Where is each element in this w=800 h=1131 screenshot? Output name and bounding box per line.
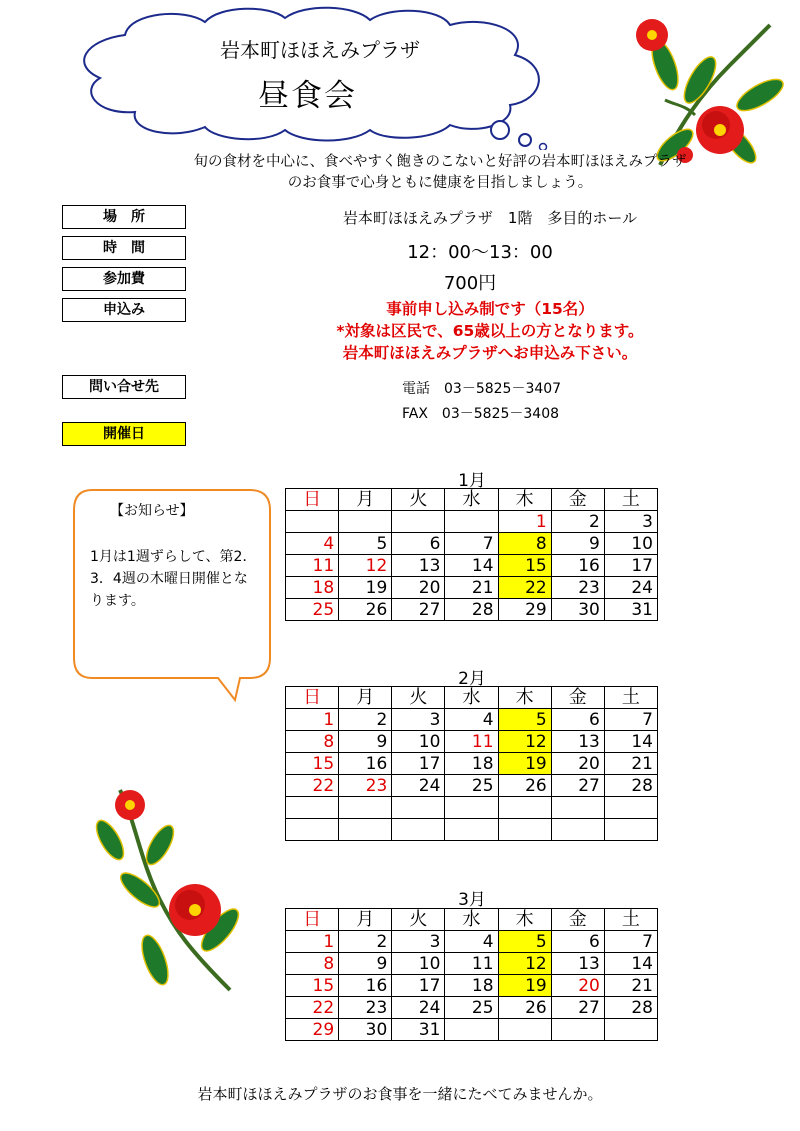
calendar-day-cell: 17 (604, 555, 657, 577)
calendar-day-cell: 12 (498, 953, 551, 975)
calendar-day-cell: 20 (551, 753, 604, 775)
calendar-day-cell: 30 (339, 1019, 392, 1041)
calendar-week-row (286, 709, 658, 731)
calendar-day-cell: 9 (339, 953, 392, 975)
calendar-day-cell (445, 511, 498, 533)
calendar-day-cell: 15 (286, 753, 339, 775)
calendar-day-cell: 10 (392, 731, 445, 753)
apply-line-3: 岩本町ほほえみプラザへお申込み下さい。 (342, 344, 638, 362)
venue-title: 岩本町ほほえみプラザ (220, 38, 420, 62)
calendar-day-cell: 23 (551, 577, 604, 599)
calendar-day-cell: 13 (551, 731, 604, 753)
calendar-day-cell: 24 (604, 577, 657, 599)
time-value: 12：00～13：00 (407, 242, 553, 263)
calendar-day-cell: 23 (339, 997, 392, 1019)
weekday-header: 日 (286, 687, 339, 709)
calendar-day-cell: 8 (286, 731, 339, 753)
calendar-day-cell: 12 (498, 731, 551, 753)
calendar-day-cell: 21 (604, 975, 657, 997)
weekday-header-row (286, 909, 658, 931)
calendar-day-cell: 11 (286, 555, 339, 577)
calendar-day-cell (286, 797, 339, 819)
calendar-day-cell (286, 819, 339, 841)
calendar-week-row (286, 753, 658, 775)
calendar-week-row (286, 599, 658, 621)
calendar-day-cell: 13 (392, 555, 445, 577)
fee-value: 700円 (443, 273, 497, 294)
calendar-week-row (286, 1019, 658, 1041)
weekday-header: 火 (392, 909, 445, 931)
calendar-day-cell: 28 (604, 775, 657, 797)
calendar-day-cell: 4 (286, 533, 339, 555)
calendar-day-cell: 26 (498, 775, 551, 797)
weekday-header: 金 (551, 687, 604, 709)
weekday-header: 木 (498, 909, 551, 931)
calendar-day-cell: 22 (286, 775, 339, 797)
calendar-day-cell: 17 (392, 975, 445, 997)
calendar-day-cell: 14 (445, 555, 498, 577)
weekday-header: 金 (551, 909, 604, 931)
calendar-day-cell: 12 (339, 555, 392, 577)
calendar-week-row (286, 731, 658, 753)
calendar-day-cell: 7 (445, 533, 498, 555)
place-label: 場 所 (62, 205, 186, 229)
calendar-day-cell: 26 (339, 599, 392, 621)
calendar-day-cell (445, 797, 498, 819)
calendar-title-feb: 2月 (458, 669, 486, 689)
calendar-week-row (286, 975, 658, 997)
calendar-day-cell (498, 1019, 551, 1041)
calendar-day-cell: 4 (445, 709, 498, 731)
weekday-header: 水 (445, 909, 498, 931)
calendar-day-cell: 18 (445, 975, 498, 997)
weekday-header: 月 (339, 687, 392, 709)
calendar-week-row (286, 511, 658, 533)
calendar-day-cell: 11 (445, 953, 498, 975)
calendar-day-cell: 11 (445, 731, 498, 753)
calendar-day-cell: 27 (392, 599, 445, 621)
calendar-day-cell: 6 (551, 931, 604, 953)
calendar-day-cell: 21 (445, 577, 498, 599)
notice-title: 【お知らせ】 (110, 503, 194, 519)
calendar-day-cell (339, 511, 392, 533)
calendar-day-cell (551, 819, 604, 841)
calendar-day-cell: 9 (551, 533, 604, 555)
calendar-feb (285, 686, 658, 841)
contact-label: 問い合せ先 (62, 375, 186, 399)
calendar-day-cell: 1 (286, 709, 339, 731)
footer-text: 岩本町ほほえみプラザのお食事を一緒にたべてみませんか。 (197, 1085, 603, 1103)
time-label: 時 間 (62, 236, 186, 260)
calendar-day-cell: 23 (339, 775, 392, 797)
weekday-header: 土 (604, 909, 657, 931)
calendar-day-cell: 31 (392, 1019, 445, 1041)
calendar-day-cell: 14 (604, 731, 657, 753)
calendar-week-row (286, 931, 658, 953)
contact-tel: 電話 03－5825－3407 (402, 381, 562, 397)
calendar-day-cell (498, 819, 551, 841)
fee-label: 参加費 (62, 267, 186, 291)
calendar-day-cell: 10 (604, 533, 657, 555)
calendar-day-cell: 24 (392, 997, 445, 1019)
apply-line-1: 事前申し込み制です（15名） (386, 300, 594, 318)
calendar-day-cell: 19 (498, 753, 551, 775)
contact-fax: FAX 03－5825－3408 (402, 406, 560, 422)
calendar-day-cell: 2 (551, 511, 604, 533)
calendar-day-cell: 15 (498, 555, 551, 577)
calendar-day-cell: 25 (286, 599, 339, 621)
calendar-week-row (286, 775, 658, 797)
weekday-header: 日 (286, 909, 339, 931)
calendar-day-cell: 6 (551, 709, 604, 731)
calendar-day-cell: 22 (498, 577, 551, 599)
calendar-day-cell (551, 1019, 604, 1041)
calendar-week-row (286, 555, 658, 577)
calendar-day-cell: 14 (604, 953, 657, 975)
calendar-day-cell: 28 (604, 997, 657, 1019)
calendar-day-cell: 3 (604, 511, 657, 533)
calendar-day-cell: 21 (604, 753, 657, 775)
calendar-day-cell: 25 (445, 997, 498, 1019)
calendar-day-cell: 26 (498, 997, 551, 1019)
calendar-day-cell: 9 (339, 731, 392, 753)
calendar-day-cell: 20 (551, 975, 604, 997)
calendar-day-cell: 6 (392, 533, 445, 555)
calendar-day-cell (392, 819, 445, 841)
weekday-header: 月 (339, 489, 392, 511)
calendar-week-row (286, 997, 658, 1019)
calendar-day-cell: 24 (392, 775, 445, 797)
calendar-mar (285, 908, 658, 1041)
calendar-day-cell (445, 819, 498, 841)
calendar-day-cell: 3 (392, 709, 445, 731)
calendar-day-cell: 5 (498, 931, 551, 953)
calendar-day-cell: 31 (604, 599, 657, 621)
calendar-day-cell: 19 (339, 577, 392, 599)
calendar-day-cell: 27 (551, 997, 604, 1019)
calendar-day-cell: 16 (339, 975, 392, 997)
calendar-day-cell: 25 (445, 775, 498, 797)
calendar-day-cell (339, 819, 392, 841)
place-value: 岩本町ほほえみプラザ 1階 多目的ホール (342, 209, 638, 227)
calendar-jan (285, 488, 658, 621)
apply-line-2: *対象は区民で、65歳以上の方となります。 (336, 322, 644, 340)
calendar-day-cell (498, 797, 551, 819)
calendar-title-mar: 3月 (458, 890, 486, 910)
calendar-day-cell: 20 (392, 577, 445, 599)
calendar-day-cell: 16 (339, 753, 392, 775)
weekday-header: 土 (604, 687, 657, 709)
weekday-header: 土 (604, 489, 657, 511)
calendar-day-cell: 28 (445, 599, 498, 621)
calendar-week-row (286, 577, 658, 599)
calendar-day-cell: 8 (498, 533, 551, 555)
intro-line-1: 旬の食材を中心に、食べやすく飽きのこないと好評の岩本町ほほえみプラザ (193, 154, 687, 170)
camellia-flower-icon (80, 780, 250, 1010)
calendar-day-cell: 17 (392, 753, 445, 775)
calendar-day-cell: 4 (445, 931, 498, 953)
calendar-day-cell: 1 (286, 931, 339, 953)
calendar-day-cell: 8 (286, 953, 339, 975)
calendar-day-cell: 22 (286, 997, 339, 1019)
calendar-day-cell (339, 797, 392, 819)
weekday-header: 火 (392, 687, 445, 709)
calendar-day-cell: 2 (339, 709, 392, 731)
camellia-flower-icon (620, 5, 790, 175)
weekday-header-row (286, 687, 658, 709)
calendar-day-cell: 18 (286, 577, 339, 599)
calendar-day-cell (604, 1019, 657, 1041)
calendar-day-cell (604, 819, 657, 841)
calendar-day-cell (551, 797, 604, 819)
calendar-day-cell: 5 (498, 709, 551, 731)
calendar-day-cell: 3 (392, 931, 445, 953)
weekday-header: 月 (339, 909, 392, 931)
calendar-day-cell (445, 1019, 498, 1041)
calendar-day-cell: 30 (551, 599, 604, 621)
calendar-week-row (286, 797, 658, 819)
weekday-header-row (286, 489, 658, 511)
calendar-day-cell (392, 511, 445, 533)
calendar-day-cell: 15 (286, 975, 339, 997)
weekday-header: 金 (551, 489, 604, 511)
calendar-day-cell (286, 511, 339, 533)
weekday-header: 木 (498, 489, 551, 511)
calendar-title-jan: 1月 (458, 471, 486, 491)
apply-label: 申込み (62, 298, 186, 322)
calendar-day-cell: 27 (551, 775, 604, 797)
weekday-header: 木 (498, 687, 551, 709)
calendar-week-row (286, 533, 658, 555)
calendar-day-cell: 7 (604, 709, 657, 731)
event-title: 昼食会 (258, 78, 357, 114)
calendar-day-cell: 7 (604, 931, 657, 953)
calendar-day-cell: 16 (551, 555, 604, 577)
calendar-week-row (286, 953, 658, 975)
intro-text (0, 152, 800, 194)
calendar-day-cell (604, 797, 657, 819)
calendar-day-cell: 5 (339, 533, 392, 555)
dates-label: 開催日 (62, 422, 186, 446)
weekday-header: 火 (392, 489, 445, 511)
calendar-day-cell: 1 (498, 511, 551, 533)
calendar-day-cell (392, 797, 445, 819)
intro-line-2: のお食事で心身ともに健康を目指しましょう。 (287, 175, 593, 191)
notice-body: 1月は1週ずらして、第2．3．4週の木曜日開催となります。 (90, 549, 257, 609)
weekday-header: 水 (445, 489, 498, 511)
weekday-header: 日 (286, 489, 339, 511)
calendar-day-cell: 18 (445, 753, 498, 775)
calendar-day-cell: 2 (339, 931, 392, 953)
calendar-day-cell: 29 (286, 1019, 339, 1041)
calendar-day-cell: 29 (498, 599, 551, 621)
calendar-day-cell: 10 (392, 953, 445, 975)
calendar-day-cell: 19 (498, 975, 551, 997)
calendar-day-cell: 13 (551, 953, 604, 975)
calendar-week-row (286, 819, 658, 841)
weekday-header: 水 (445, 687, 498, 709)
